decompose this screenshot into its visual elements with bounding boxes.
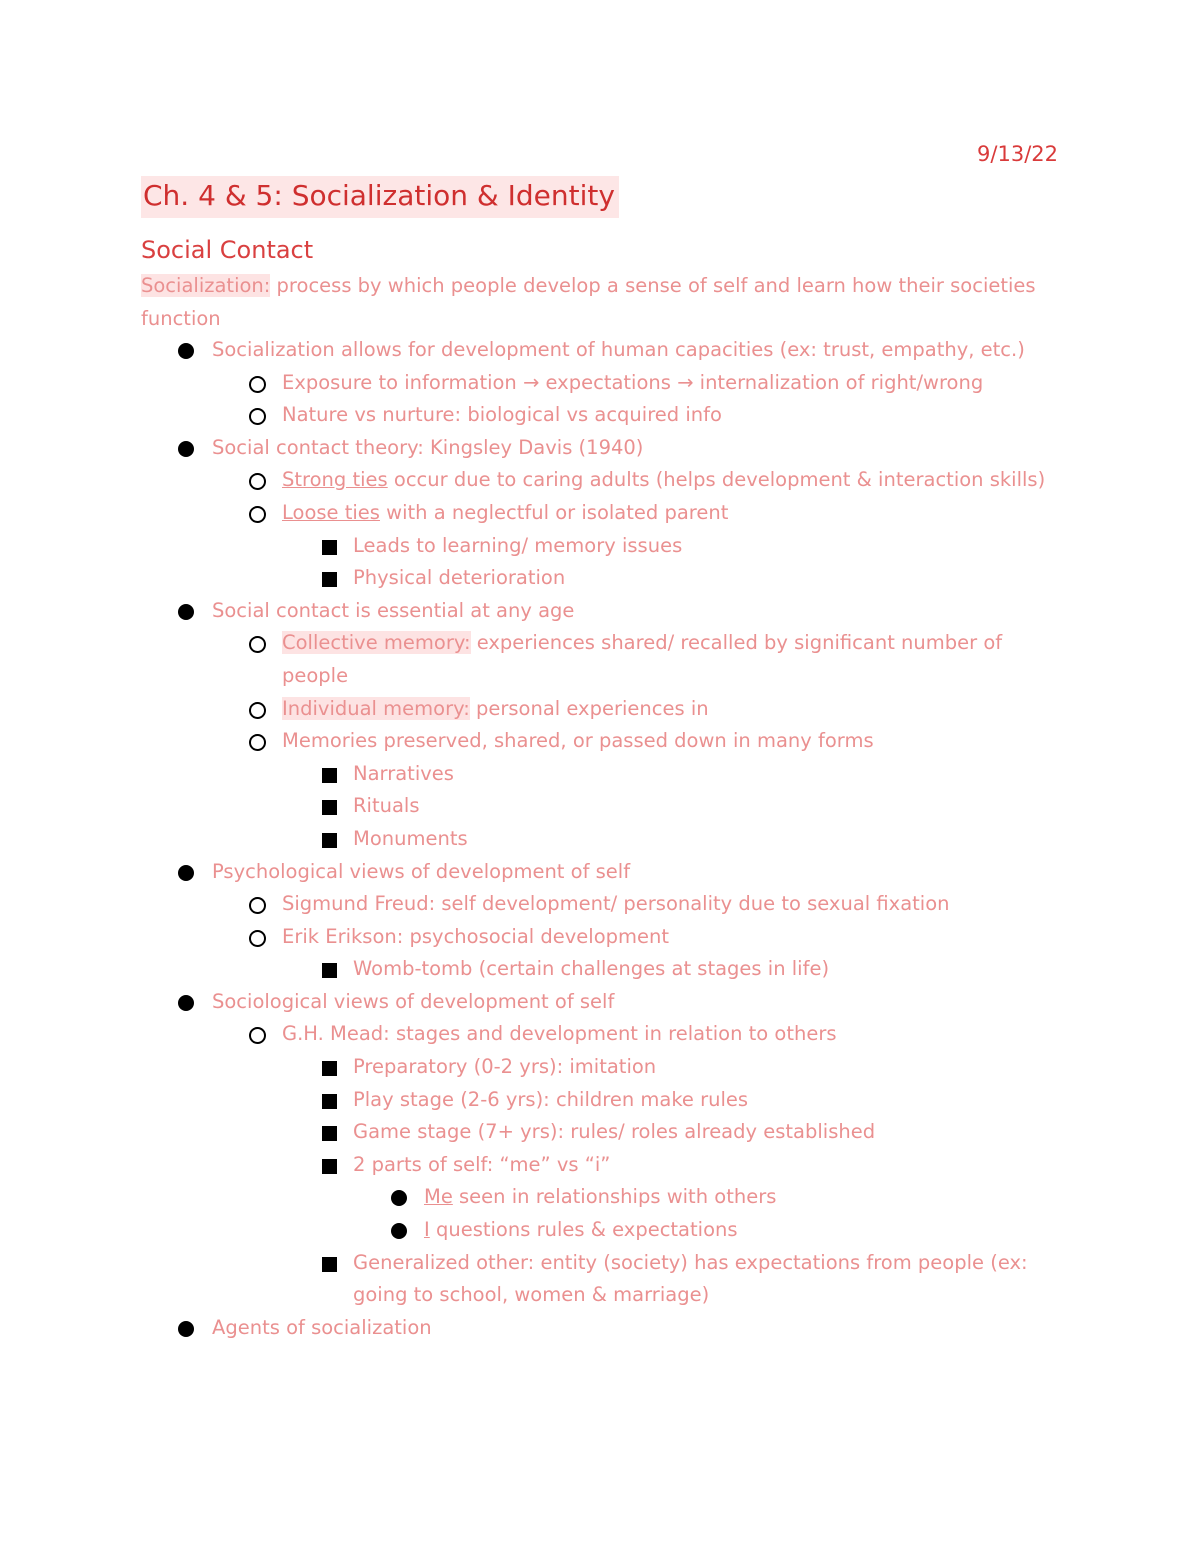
outline-item	[0, 497, 1200, 530]
outline-item-text	[0, 627, 1062, 692]
intro-paragraph	[141, 270, 1041, 335]
outline-item-body: experiences shared/ recalled by significant number of people	[282, 631, 1003, 687]
outline-item-body: Game stage (7+ yrs): rules/ roles already established	[353, 1120, 876, 1144]
outline-item	[0, 530, 1200, 563]
outline-item	[0, 856, 1200, 889]
outline-item-text	[0, 888, 1062, 921]
outline-item-text	[0, 1149, 1043, 1182]
outline-item-term: I	[424, 1218, 430, 1242]
page-title: Ch. 4 & 5: Socialization & Identity	[141, 176, 619, 218]
outline-item-text	[0, 562, 1043, 595]
outline-item-text	[0, 1312, 1032, 1345]
outline-item	[0, 562, 1200, 595]
outline-item-term: Strong ties	[282, 468, 388, 492]
outline-item-text	[0, 1018, 1062, 1051]
outline-item-term: Individual memory:	[282, 696, 470, 720]
outline-item-term: Me	[424, 1185, 453, 1209]
outline-item	[0, 1247, 1200, 1312]
outline-item	[0, 1051, 1200, 1084]
square-bullet-icon	[322, 800, 337, 815]
outline-item-body: questions rules & expectations	[429, 1218, 738, 1242]
outline-item-body: Generalized other: entity (society) has expectations from people (ex: going to school, women & marriage)	[353, 1250, 1028, 1307]
outline-item-body: Sociological views of development of self	[212, 989, 615, 1013]
outline-item-text	[0, 530, 1043, 563]
outline-item-text	[0, 1084, 1043, 1117]
outline-item-body: Monuments	[353, 826, 468, 850]
outline-item-body: Physical deterioration	[353, 566, 566, 590]
outline-item	[0, 725, 1200, 758]
outline-item-text	[0, 986, 1032, 1019]
square-bullet-icon	[322, 1257, 337, 1272]
outline-item	[0, 953, 1200, 986]
square-bullet-icon	[322, 540, 337, 555]
outline-item-term: Loose ties	[282, 500, 380, 524]
outline-item-body: Preparatory (0-2 yrs): imitation	[353, 1055, 657, 1079]
outline-item-body: Womb-tomb (certain challenges at stages in life)	[353, 957, 830, 981]
outline-item-text	[0, 1247, 1043, 1312]
square-bullet-icon	[322, 1061, 337, 1076]
outline-item-text	[0, 334, 1032, 367]
outline-item	[0, 399, 1200, 432]
outline-item-body: Erik Erikson: psychosocial development	[282, 924, 670, 948]
outline-item-body: Memories preserved, shared, or passed down in many forms	[282, 729, 874, 753]
outline-item-body: Rituals	[353, 794, 420, 818]
outline-item	[0, 1084, 1200, 1117]
outline-item-body: Agents of socialization	[212, 1315, 432, 1339]
outline-item	[0, 1149, 1200, 1182]
outline-item	[0, 986, 1200, 1019]
outline-item-body: Nature vs nurture: biological vs acquired info	[282, 403, 722, 427]
outline-item-text	[0, 725, 1062, 758]
outline-item	[0, 367, 1200, 400]
outline-item-body: 2 parts of self: “me” vs “i”	[353, 1152, 611, 1176]
hollow-circle-bullet-icon	[249, 897, 266, 914]
outline-item	[0, 1018, 1200, 1051]
outline-item-text	[0, 790, 1043, 823]
outline-item	[0, 595, 1200, 628]
outline-item-body: Social contact theory: Kingsley Davis (1940)	[212, 435, 644, 459]
square-bullet-icon	[322, 1126, 337, 1141]
outline-item-body: Sigmund Freud: self development/ personality due to sexual fixation	[282, 892, 950, 916]
outline-item-term: Collective memory:	[282, 631, 471, 655]
outline-item-text	[0, 856, 1032, 889]
filled-circle-bullet-icon	[391, 1223, 407, 1239]
outline-item-text	[0, 432, 1032, 465]
filled-circle-bullet-icon	[178, 995, 194, 1011]
outline-item	[0, 693, 1200, 726]
filled-circle-bullet-icon	[178, 441, 194, 457]
outline-item-body: seen in relationships with others	[452, 1185, 777, 1209]
filled-circle-bullet-icon	[178, 1321, 194, 1337]
filled-circle-bullet-icon	[178, 865, 194, 881]
outline-item	[0, 888, 1200, 921]
outline-item-text	[0, 758, 1043, 791]
outline-item-text	[0, 1181, 1044, 1214]
square-bullet-icon	[322, 768, 337, 783]
outline-item-text	[0, 823, 1043, 856]
square-bullet-icon	[322, 1159, 337, 1174]
square-bullet-icon	[322, 1094, 337, 1109]
filled-circle-bullet-icon	[178, 343, 194, 359]
outline-item	[0, 1116, 1200, 1149]
outline-item	[0, 1312, 1200, 1345]
outline-item	[0, 758, 1200, 791]
outline-item	[0, 1181, 1200, 1214]
hollow-circle-bullet-icon	[249, 506, 266, 523]
square-bullet-icon	[322, 572, 337, 587]
outline-item-body: Psychological views of development of self	[212, 859, 631, 883]
outline-item-text	[0, 367, 1062, 400]
section-heading: Social Contact	[141, 236, 314, 264]
outline-item-text	[0, 464, 1062, 497]
outline-item-text	[0, 399, 1062, 432]
outline-item-text	[0, 1214, 1044, 1247]
outline-item	[0, 432, 1200, 465]
hollow-circle-bullet-icon	[249, 734, 266, 751]
outline-item-body: Narratives	[353, 761, 454, 785]
intro-definition: process by which people develop a sense of self and learn how their societies function	[141, 274, 1036, 330]
outline-list	[0, 334, 1200, 1344]
outline-item	[0, 823, 1200, 856]
hollow-circle-bullet-icon	[249, 930, 266, 947]
outline-item-body: Socialization allows for development of human capacities (ex: trust, empathy, etc.)	[212, 338, 1025, 361]
outline-item-body: G.H. Mead: stages and development in relation to others	[282, 1022, 837, 1046]
outline-item	[0, 921, 1200, 954]
outline-item-body: Social contact is essential at any age	[212, 598, 575, 622]
outline-item-body: occur due to caring adults (helps development & interaction skills)	[387, 468, 1046, 492]
outline-item-body: Play stage (2-6 yrs): children make rules	[353, 1087, 749, 1111]
square-bullet-icon	[322, 963, 337, 978]
square-bullet-icon	[322, 833, 337, 848]
outline-item	[0, 334, 1200, 367]
outline-item-text	[0, 1116, 1043, 1149]
hollow-circle-bullet-icon	[249, 702, 266, 719]
outline-item-body: personal experiences in	[469, 696, 709, 720]
outline-item	[0, 1214, 1200, 1247]
filled-circle-bullet-icon	[178, 604, 194, 620]
outline-item	[0, 627, 1200, 692]
outline-item-text	[0, 595, 1032, 628]
outline-item-text	[0, 1051, 1043, 1084]
outline-item-body: Leads to learning/ memory issues	[353, 533, 683, 557]
hollow-circle-bullet-icon	[249, 376, 266, 393]
outline-item-text	[0, 921, 1062, 954]
intro-term: Socialization:	[141, 274, 271, 297]
outline-item-text	[0, 953, 1043, 986]
outline-item-text	[0, 497, 1062, 530]
outline-item-text	[0, 693, 1062, 726]
outline-item-body: Exposure to information → expectations → internalization of right/wrong	[282, 370, 984, 394]
outline-item-body: with a neglectful or isolated parent	[379, 500, 729, 524]
outline-item	[0, 790, 1200, 823]
outline-item	[0, 464, 1200, 497]
note-date: 9/13/22	[977, 142, 1058, 166]
